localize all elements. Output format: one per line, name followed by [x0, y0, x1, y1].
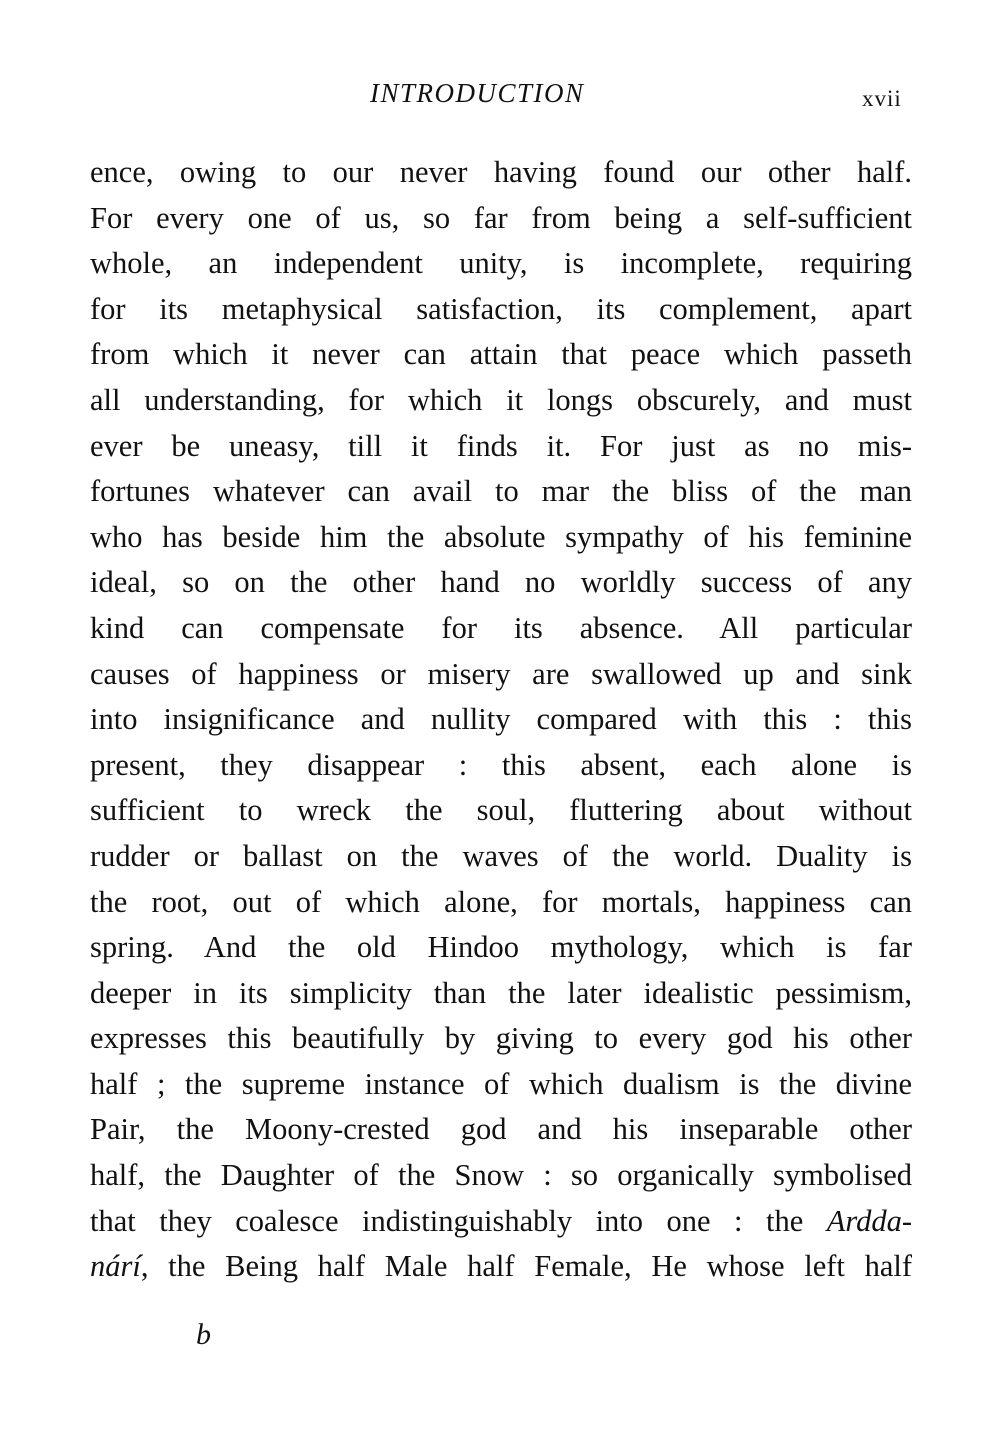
page-number: xvii: [862, 86, 902, 111]
text-line: ence, owing to our never having found our other half.: [90, 155, 912, 189]
running-title: INTRODUCTION: [370, 78, 585, 108]
text-line: for its metaphysical satisfaction, its complement, apart: [90, 291, 912, 326]
text-line: present, they disappear : this absent, each alone is: [90, 747, 912, 782]
text-line: [90, 1199, 912, 1245]
italic-term: nárí: [90, 1249, 141, 1284]
text-line: fortunes whatever can avail to mar the bliss of the man: [90, 474, 912, 509]
text-line: from which it never can attain that peace which passeth: [90, 337, 912, 372]
text-line: For every one of us, so far from being a self-sufficient: [90, 200, 912, 235]
text-line: Pair, the Moony-crested god and his inseparable other: [90, 1112, 912, 1147]
text-line: spring. And the old Hindoo mythology, which is far: [90, 930, 912, 965]
text-line: [90, 1244, 912, 1290]
running-head: [0, 78, 1000, 118]
text-line: ideal, so on the other hand no worldly success of any: [90, 565, 912, 600]
text-line: who has beside him the absolute sympathy of his feminine: [90, 519, 912, 554]
text-line: kind can compensate for its absence. All particular: [90, 610, 912, 645]
text-line: whole, an independent unity, is incomplete, requiring: [90, 246, 912, 281]
text-line: causes of happiness or misery are swallowed up and sink: [90, 656, 912, 691]
body-text: [90, 150, 912, 1290]
signature-mark: b: [196, 1318, 211, 1351]
text-line: rudder or ballast on the waves of the world. Duality is: [90, 838, 912, 873]
text-segment: that they coalesce indistinguishably into one : the: [90, 1203, 827, 1238]
text-line: deeper in its simplicity than the later idealistic pessimism,: [90, 975, 912, 1010]
text-line: the root, out of which alone, for mortals, happiness can: [90, 884, 912, 919]
text-line: expresses this beautifully by giving to every god his other: [90, 1021, 912, 1056]
text-line: sufficient to wreck the soul, fluttering about without: [90, 793, 912, 828]
text-line: all understanding, for which it longs obscurely, and must: [90, 382, 912, 417]
italic-term: Ardda-: [826, 1203, 912, 1238]
text-line: ever be uneasy, till it finds it. For just as no mis-: [90, 428, 912, 463]
text-line: half ; the supreme instance of which dualism is the divine: [90, 1066, 912, 1101]
text-line: into insignificance and nullity compared with this : this: [90, 702, 912, 737]
text-segment: , the Being half Male half Female, He whose left half: [140, 1249, 912, 1284]
text-line: half, the Daughter of the Snow : so organically symbolised: [90, 1158, 912, 1193]
